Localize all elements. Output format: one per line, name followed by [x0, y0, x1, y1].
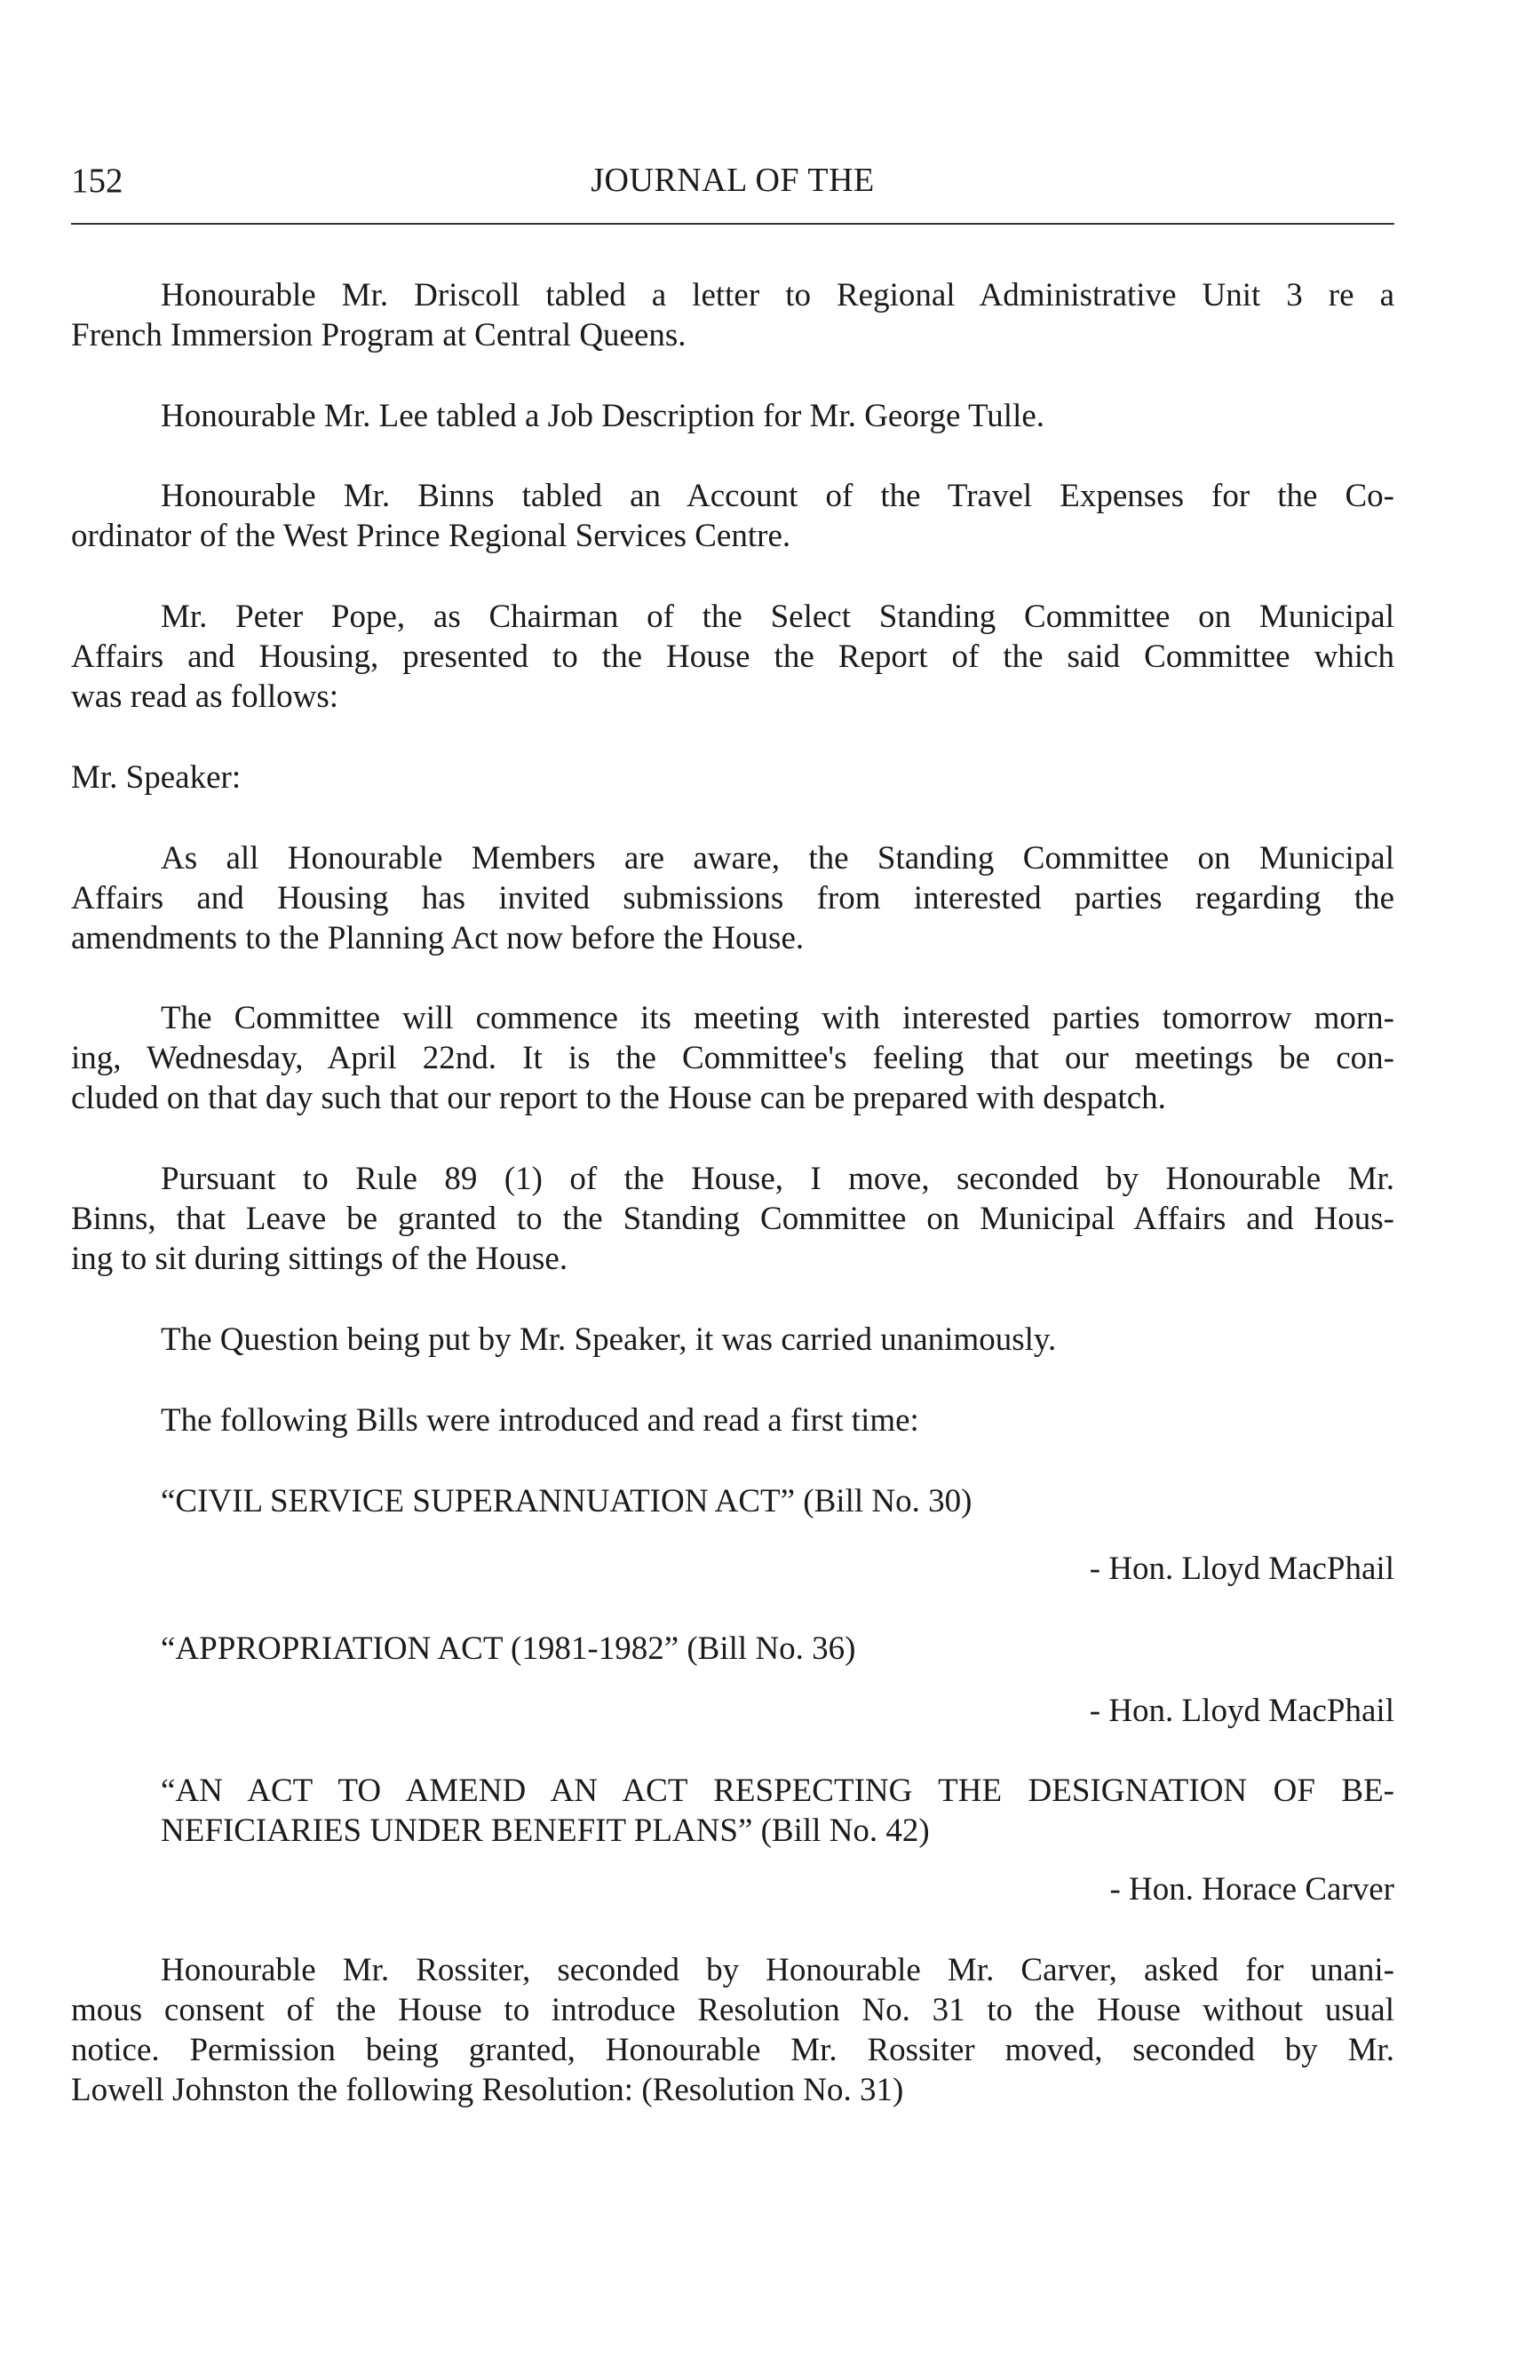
- text-line: ordinator of the West Prince Regional Services Centre.: [71, 518, 791, 554]
- header-rule: [71, 223, 1394, 225]
- text-line: notice. Permission being granted, Honourable Mr. Rossiter moved, seconded by Mr.: [71, 2032, 1394, 2068]
- page-number: 152: [71, 162, 123, 200]
- text-line: The Committee will commence its meeting with interested parties tomorrow morn-: [161, 1000, 1394, 1036]
- text-line: The following Bills were introduced and read a first time:: [161, 1402, 919, 1439]
- paragraph-pope-report: [71, 597, 1394, 717]
- paragraph-question-carried: [71, 1320, 1394, 1360]
- paragraph-rule-89-motion: [71, 1159, 1394, 1279]
- paragraph-binns: [71, 476, 1394, 556]
- text-line: Honourable Mr. Driscoll tabled a letter to Regional Administrative Unit 3 re a: [161, 277, 1394, 313]
- text-line: Honourable Mr. Rossiter, seconded by Honourable Mr. Carver, asked for unani-: [161, 1952, 1394, 1988]
- bill-sponsor: - Hon. Lloyd MacPhail: [1089, 1693, 1394, 1729]
- text-line: Mr. Peter Pope, as Chairman of the Select Standing Committee on Municipal: [161, 599, 1394, 635]
- text-line: Mr. Speaker:: [71, 759, 242, 796]
- paragraph-report-intro: [71, 838, 1394, 958]
- text-line: Honourable Mr. Binns tabled an Account of the Travel Expenses for the Co-: [161, 478, 1394, 514]
- text-line: French Immersion Program at Central Queens.: [71, 317, 687, 353]
- bill-title: “CIVIL SERVICE SUPERANNUATION ACT” (Bill No. 30): [161, 1483, 972, 1519]
- paragraph-lee: [71, 396, 1394, 436]
- bill-title: [161, 1771, 1394, 1851]
- text-line: As all Honourable Members are aware, the Standing Committee on Municipal: [161, 840, 1394, 877]
- paragraph-rossiter-resolution: [71, 1950, 1394, 2110]
- paragraph-driscoll: [71, 275, 1394, 355]
- running-head: JOURNAL OF THE: [591, 162, 875, 199]
- text-line: cluded on that day such that our report to the House can be prepared with despatch.: [71, 1080, 1166, 1116]
- bill-title: “APPROPRIATION ACT (1981-1982” (Bill No. 36): [161, 1630, 856, 1667]
- salutation: [71, 758, 1394, 797]
- text-line: ing to sit during sittings of the House.: [71, 1241, 568, 1277]
- text-line: Binns, that Leave be granted to the Standing Committee on Municipal Affairs and Hous-: [71, 1201, 1394, 1237]
- text-line: Affairs and Housing has invited submissions from interested parties regarding the: [71, 880, 1394, 916]
- bill-sponsor: - Hon. Horace Carver: [1109, 1871, 1394, 1908]
- text-line: ing, Wednesday, April 22nd. It is the Committee's feeling that our meetings be con-: [71, 1040, 1394, 1076]
- text-line: NEFICIARIES UNDER BENEFIT PLANS” (Bill No. 42): [161, 1813, 930, 1849]
- text-line: was read as follows:: [71, 678, 339, 715]
- text-line: amendments to the Planning Act now before the House.: [71, 920, 805, 956]
- text-line: Pursuant to Rule 89 (1) of the House, I move, seconded by Honourable Mr.: [161, 1161, 1394, 1197]
- paragraph-bills-intro: [71, 1400, 1394, 1440]
- text-line: Honourable Mr. Lee tabled a Job Description for Mr. George Tulle.: [161, 398, 1045, 434]
- bill-sponsor: - Hon. Lloyd MacPhail: [1089, 1551, 1394, 1587]
- text-line: mous consent of the House to introduce Resolution No. 31 to the House without usual: [71, 1992, 1394, 2028]
- paragraph-committee-meeting: [71, 998, 1394, 1118]
- text-line: “AN ACT TO AMEND AN ACT RESPECTING THE DESIGNATION OF BE-: [161, 1773, 1394, 1809]
- text-line: Lowell Johnston the following Resolution: (Resolution No. 31): [71, 2072, 904, 2108]
- page-header: [71, 161, 1394, 200]
- journal-page: [71, 0, 1394, 2380]
- text-line: Affairs and Housing, presented to the House the Report of the said Committee which: [71, 639, 1394, 675]
- text-line: The Question being put by Mr. Speaker, it was carried unanimously.: [161, 1321, 1057, 1358]
